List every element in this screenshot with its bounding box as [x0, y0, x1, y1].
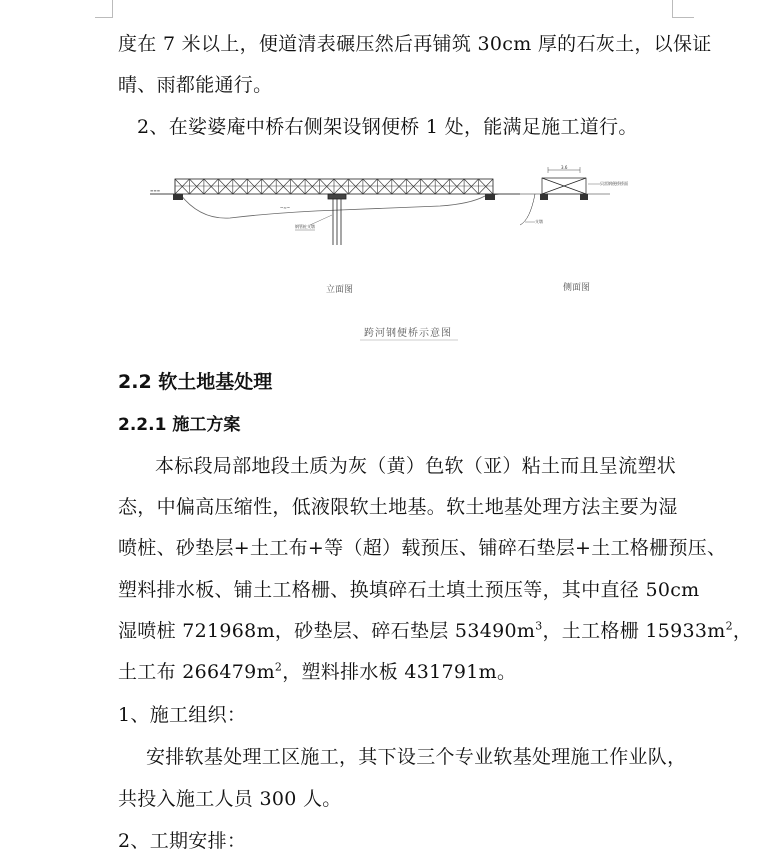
- paragraph-line-6: [118, 657, 516, 684]
- paragraph-line-3: 喷桩、砂垫层+土工布+等（超）载预压、铺碎石垫层+土工格栅预压、: [118, 537, 727, 559]
- elevation-label: 立面图: [326, 285, 354, 295]
- subsection-heading: 2.2.1 施工方案: [118, 415, 241, 435]
- steel-pile-pier: [328, 194, 346, 245]
- section-heading: 2.2 软土地基处理: [118, 371, 273, 393]
- item-1-text-2: 共投入施工人员 300 人。: [118, 788, 342, 810]
- bridge-diagram: [140, 160, 628, 350]
- p5-sup-a: 3: [535, 619, 543, 633]
- item-1-heading: 1、施工组织：: [118, 704, 247, 726]
- text-line-3: 2、在娑婆庵中桥右侧架设钢便桥 1 处，能满足施工道行。: [137, 116, 638, 138]
- ground-profile: [150, 194, 500, 218]
- crop-mark-right-vertical: [672, 0, 673, 18]
- crop-mark-right-horizontal: [672, 17, 694, 18]
- right-abutment: [485, 194, 495, 200]
- abutment-note: 支墩: [535, 219, 543, 224]
- p5-part-e: ，: [732, 620, 753, 642]
- pier-note: 钢管桩支墩: [295, 224, 315, 229]
- truss-bracing: [175, 179, 493, 194]
- text-line-2: 晴、雨都能通行。: [118, 74, 273, 96]
- side-view: [520, 167, 610, 225]
- water-mark: ~≈~: [280, 205, 291, 210]
- p5-sup-b: 2: [725, 619, 733, 633]
- svg-text:≡≡≡: ≡≡≡: [150, 188, 161, 193]
- side-view-label: 侧面图: [563, 283, 591, 293]
- p6-sup: 2: [274, 660, 283, 674]
- p5-part-c: ，土工格栅 15933m: [542, 620, 726, 642]
- crop-mark-left-horizontal: [95, 17, 113, 18]
- paragraph-line-2: 态，中偏高压缩性，低液限软土地基。软土地基处理方法主要为湿: [118, 496, 678, 518]
- left-abutment: [173, 194, 183, 200]
- item-2-heading: 2、工期安排：: [118, 830, 247, 852]
- paragraph-line-1: 本标段局部地段土质为灰（黄）色软（亚）粘土而且呈流塑状: [155, 455, 677, 477]
- p5-part-a: 湿喷桩 721968m，砂垫层、碎石垫层 53490m: [118, 620, 536, 642]
- paragraph-line-4: 塑料排水板、铺土工格栅、换填碎石土填土预压等，其中直径 50cm: [118, 579, 700, 601]
- side-dim: 3.6: [561, 165, 568, 170]
- paragraph-line-5: [118, 616, 752, 643]
- text-line-1: 度在 7 米以上，便道清表碾压然后再铺筑 30cm 厚的石灰土，以保证: [118, 33, 712, 55]
- crop-mark-left-vertical: [112, 0, 113, 18]
- deck-note: 贝雷钢便桥桥面: [600, 181, 628, 186]
- figure-caption: 跨河钢便桥示意图: [364, 328, 452, 339]
- p6-part-a: 土工布 266479m: [118, 661, 275, 683]
- p6-part-c: ，塑料排水板 431791m。: [282, 661, 517, 683]
- item-1-text-1: 安排软基处理工区施工，其下设三个专业软基处理施工作业队，: [146, 746, 687, 768]
